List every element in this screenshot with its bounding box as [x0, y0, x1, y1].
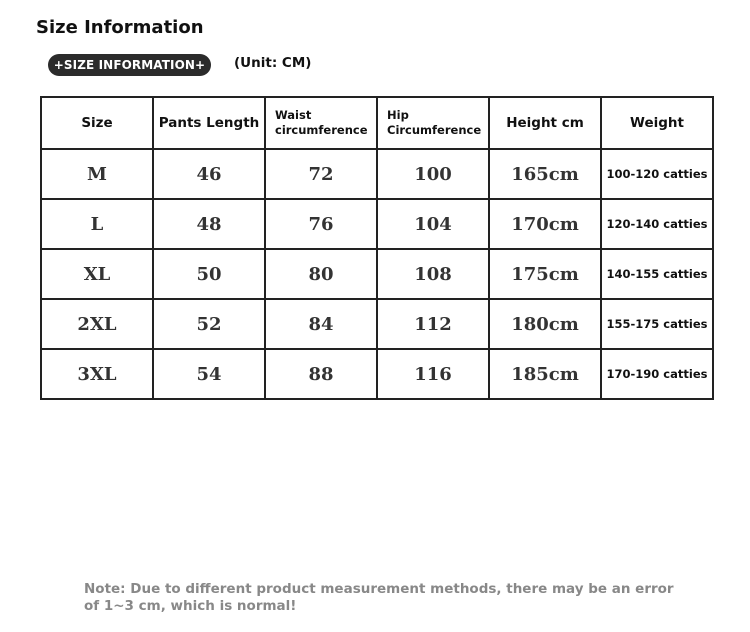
cell-height: 175cm	[489, 249, 601, 299]
header-hip-circumference: Hip Circumference	[377, 97, 489, 149]
cell-height: 165cm	[489, 149, 601, 199]
cell-pants-length: 48	[153, 199, 265, 249]
cell-waist: 88	[265, 349, 377, 399]
header-pants-length: Pants Length	[153, 97, 265, 149]
header-height: Height cm	[489, 97, 601, 149]
cell-pants-length: 46	[153, 149, 265, 199]
cell-hip: 112	[377, 299, 489, 349]
table-row	[41, 349, 713, 399]
table-row	[41, 299, 713, 349]
header-size: Size	[41, 97, 153, 149]
cell-pants-length: 52	[153, 299, 265, 349]
table-row	[41, 249, 713, 299]
cell-height: 180cm	[489, 299, 601, 349]
measurement-note: Note: Due to different product measurement methods, there may be an error of 1~3 cm, which is normal!	[84, 581, 674, 614]
header-waist-circumference: Waist circumference	[265, 97, 377, 149]
cell-waist: 72	[265, 149, 377, 199]
cell-pants-length: 54	[153, 349, 265, 399]
cell-hip: 100	[377, 149, 489, 199]
cell-hip: 116	[377, 349, 489, 399]
unit-label: (Unit: CM)	[234, 55, 312, 71]
cell-waist: 76	[265, 199, 377, 249]
cell-waist: 80	[265, 249, 377, 299]
cell-weight: 100-120 catties	[601, 149, 713, 199]
cell-size: M	[41, 149, 153, 199]
cell-size: L	[41, 199, 153, 249]
cell-height: 185cm	[489, 349, 601, 399]
page-title: Size Information	[36, 17, 204, 38]
cell-height: 170cm	[489, 199, 601, 249]
table-row	[41, 199, 713, 249]
cell-weight: 140-155 catties	[601, 249, 713, 299]
cell-weight: 155-175 catties	[601, 299, 713, 349]
cell-size: XL	[41, 249, 153, 299]
size-information-badge: +SIZE INFORMATION+	[48, 54, 211, 76]
size-table	[40, 96, 714, 400]
table-header-row	[41, 97, 713, 149]
cell-pants-length: 50	[153, 249, 265, 299]
cell-size: 2XL	[41, 299, 153, 349]
cell-hip: 108	[377, 249, 489, 299]
table-row	[41, 149, 713, 199]
cell-weight: 120-140 catties	[601, 199, 713, 249]
cell-size: 3XL	[41, 349, 153, 399]
cell-hip: 104	[377, 199, 489, 249]
cell-waist: 84	[265, 299, 377, 349]
header-weight: Weight	[601, 97, 713, 149]
cell-weight: 170-190 catties	[601, 349, 713, 399]
